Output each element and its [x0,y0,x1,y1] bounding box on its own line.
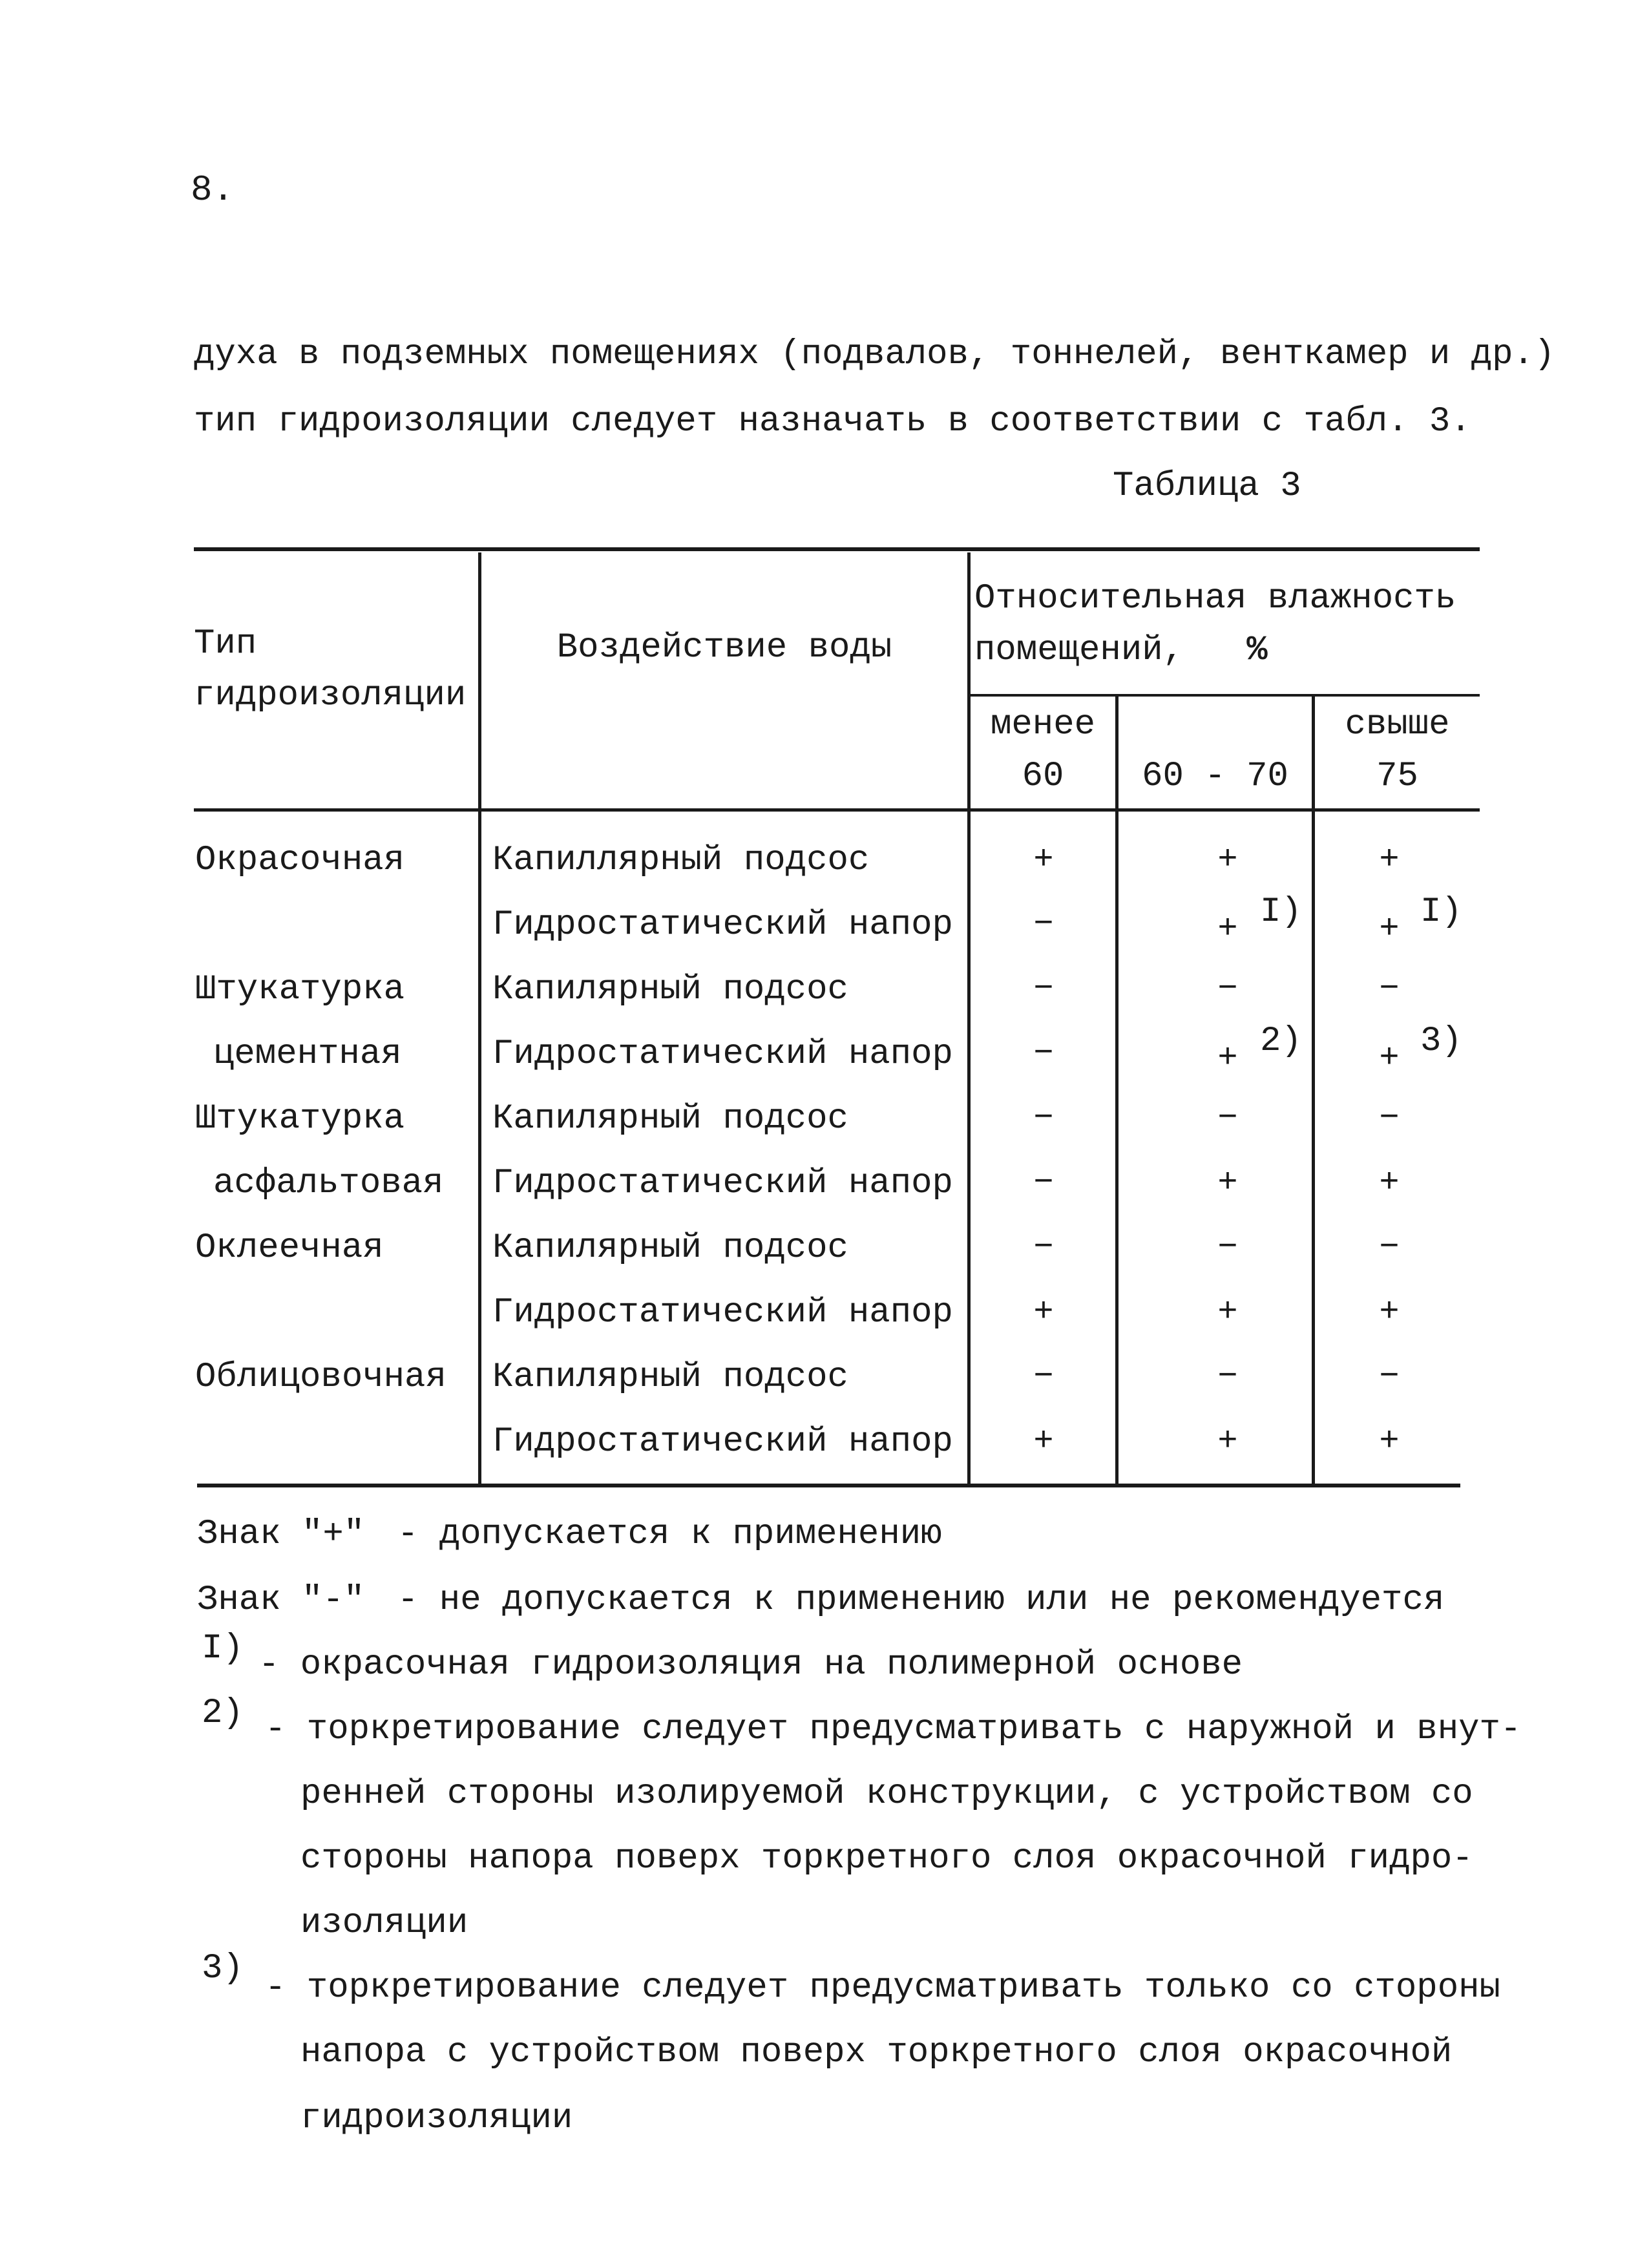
footnote-marker: 3) [202,1949,244,1988]
row-c1: − [1033,905,1054,943]
table-caption: Таблица 3 [1113,467,1301,506]
row-c2: + [1217,1293,1238,1331]
header-type-line1: Тип [194,624,257,664]
row-c3: + [1379,1422,1400,1460]
header-humidity-line2: помещений, % [974,631,1268,670]
col-divider-1 [478,552,481,1485]
row-type: Облицовочная [195,1358,446,1397]
row-water: Капиллярный подсос [492,841,870,880]
header-col1-line2: 60 [1022,757,1064,796]
header-subrule [969,694,1480,697]
row-type: Штукатурка [195,1099,405,1139]
header-col2: 60 - 70 [1142,757,1288,796]
legend-plus-sign: Знак "+" [197,1515,365,1554]
col-divider-2 [967,552,971,1485]
row-water: Капилярный подсос [492,1358,848,1397]
row-type: Штукатурка [195,970,405,1009]
row-c2: + [1217,1164,1238,1202]
footnote-line: изоляции [300,1904,468,1943]
row-type: Окрасочная [195,841,405,880]
header-bottom-rule [194,808,1480,812]
row-c3: − [1379,970,1400,1008]
header-type-line2: гидроизоляции [194,676,467,715]
header-humidity-line1: Относительная влажность [974,579,1456,618]
row-type: асфальтовая [213,1164,444,1203]
legend-minus-text: - не допускается к применению или не рекомендуется [397,1580,1445,1620]
row-c3: + [1379,910,1400,948]
row-c1: − [1033,1358,1054,1396]
row-c3: + [1379,1164,1400,1202]
footnote-line: ренней стороны изолируемой конструкции, с устройством со [300,1774,1473,1814]
row-c3: + [1379,841,1400,879]
row-c2: + [1217,910,1238,948]
row-c1: − [1033,1099,1054,1137]
row-c2: + [1217,1039,1238,1077]
footnote-line: - торкретирование следует предусматривать только со стороны [265,1968,1500,2008]
row-water: Гидростатический напор [492,1034,953,1074]
legend-minus-sign: Знак "-" [197,1580,365,1620]
row-c3: − [1379,1099,1400,1137]
footnote-marker: 2) [202,1694,244,1733]
page-number: 8. [191,169,235,211]
row-c3: + [1379,1039,1400,1077]
row-c2: + [1217,841,1238,879]
row-c2-note: I) [1260,892,1302,932]
row-c1: − [1033,970,1054,1008]
table-bottom-rule [197,1484,1460,1487]
row-c3-note: I) [1420,892,1462,932]
footnote-line: - торкретирование следует предусматривать с наружной и внут- [265,1710,1522,1749]
footnote-line: напора с устройством поверх торкретного слоя окрасочной [300,2033,1453,2072]
footnote-line: стороны напора поверх торкретного слоя окрасочной гидро- [300,1839,1473,1878]
row-water: Капилярный подсос [492,970,848,1009]
row-type: Оклеечная [195,1228,384,1268]
row-c2: − [1217,970,1238,1008]
row-c1: − [1033,1228,1054,1266]
row-water: Гидростатический напор [492,1164,953,1203]
header-col1-line1: менее [990,705,1096,744]
row-c3-note: 3) [1420,1022,1462,1061]
header-water: Воздействие воды [556,628,892,667]
col-divider-3 [1115,695,1119,1485]
col-divider-4 [1312,695,1315,1485]
row-c2: − [1217,1358,1238,1396]
row-type: цементная [213,1034,402,1074]
row-c3: + [1379,1293,1400,1331]
row-water: Капилярный подсос [492,1228,848,1268]
footnote-marker: I) [202,1629,244,1668]
intro-line-1: духа в подземных помещениях (подвалов, тоннелей, венткамер и др.) [194,335,1555,374]
row-water: Гидростатический напор [492,905,953,945]
footnote-line: гидроизоляции [300,2099,573,2138]
row-c2: − [1217,1099,1238,1137]
header-col3-line2: 75 [1376,757,1418,796]
row-c1: + [1033,841,1054,879]
row-c2-note: 2) [1260,1022,1302,1061]
table-top-rule [194,547,1480,551]
row-c3: − [1379,1358,1400,1396]
row-c1: + [1033,1422,1054,1460]
row-water: Капилярный подсос [492,1099,848,1139]
row-water: Гидростатический напор [492,1422,953,1462]
header-col3-line1: свыше [1345,705,1450,744]
row-water: Гидростатический напор [492,1293,953,1332]
legend-plus-text: - допускается к применению [397,1515,942,1554]
footnote-line: - окрасочная гидроизоляция на полимерной основе [258,1645,1243,1685]
row-c2: + [1217,1422,1238,1460]
intro-line-2: тип гидроизоляции следует назначать в соответствии с табл. 3. [194,402,1471,441]
row-c2: − [1217,1228,1238,1266]
row-c3: − [1379,1228,1400,1266]
row-c1: − [1033,1164,1054,1202]
row-c1: + [1033,1293,1054,1331]
row-c1: − [1033,1034,1054,1073]
